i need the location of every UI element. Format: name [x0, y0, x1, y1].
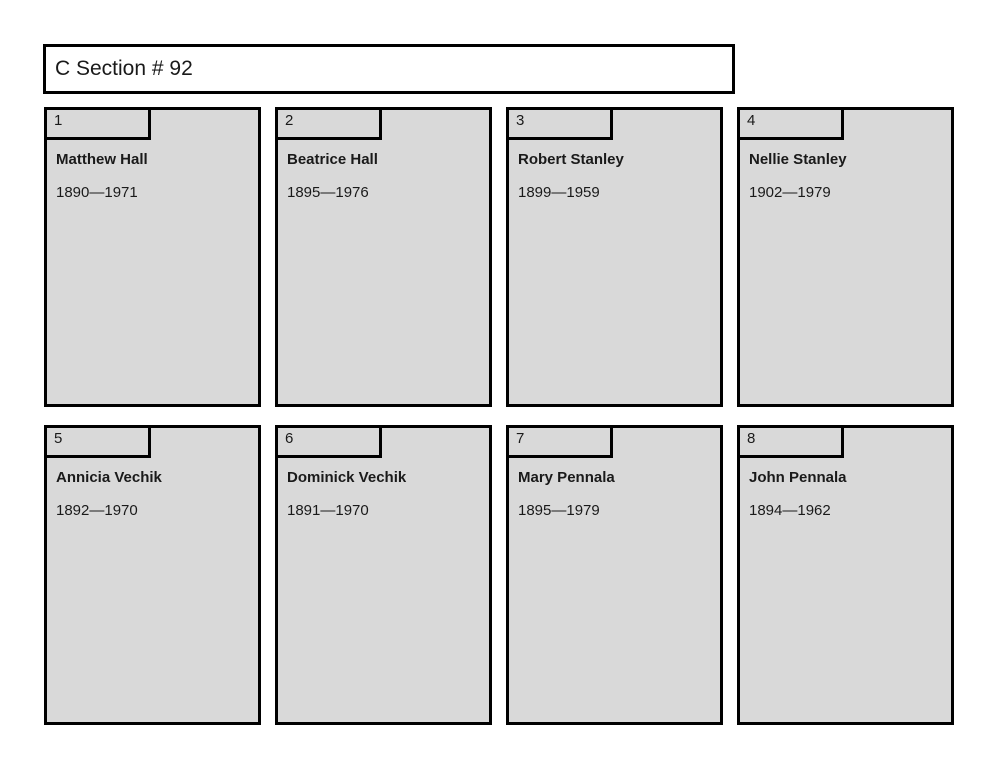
plot-card-7 [506, 425, 723, 725]
plot-number: 3 [516, 112, 525, 129]
plot-years: 1895—1976 [287, 184, 369, 201]
plot-name: Matthew Hall [56, 151, 148, 168]
plot-years: 1895—1979 [518, 502, 600, 519]
plot-card-8 [737, 425, 954, 725]
section-title: C Section # 92 [55, 57, 193, 80]
plot-card-2 [275, 107, 492, 407]
plot-card-1 [44, 107, 261, 407]
plot-name: Mary Pennala [518, 469, 615, 486]
section-title-box [43, 44, 735, 94]
plot-name: Beatrice Hall [287, 151, 378, 168]
plot-years: 1892—1970 [56, 502, 138, 519]
plot-name: Annicia Vechik [56, 469, 162, 486]
plot-name: Dominick Vechik [287, 469, 407, 486]
plot-number: 1 [54, 112, 63, 129]
plot-number: 5 [54, 430, 63, 447]
plot-card-4 [737, 107, 954, 407]
plot-tab-5 [44, 425, 151, 458]
plot-number: 2 [285, 112, 294, 129]
plot-tab-4 [737, 107, 844, 140]
plot-number: 8 [747, 430, 756, 447]
plot-years: 1902—1979 [749, 184, 831, 201]
plot-tab-2 [275, 107, 382, 140]
plot-card-6 [275, 425, 492, 725]
plot-number: 6 [285, 430, 294, 447]
plot-tab-7 [506, 425, 613, 458]
plot-years: 1899—1959 [518, 184, 600, 201]
plot-card-5 [44, 425, 261, 725]
plot-name: Robert Stanley [518, 151, 624, 168]
plot-card-3 [506, 107, 723, 407]
plot-number: 7 [516, 430, 525, 447]
plot-years: 1894—1962 [749, 502, 831, 519]
plot-tab-3 [506, 107, 613, 140]
plot-name: John Pennala [749, 469, 847, 486]
plot-tab-6 [275, 425, 382, 458]
plot-tab-8 [737, 425, 844, 458]
plot-years: 1891—1970 [287, 502, 369, 519]
plot-years: 1890—1971 [56, 184, 138, 201]
plot-grid [44, 107, 954, 725]
plot-name: Nellie Stanley [749, 151, 847, 168]
plot-number: 4 [747, 112, 756, 129]
plot-tab-1 [44, 107, 151, 140]
